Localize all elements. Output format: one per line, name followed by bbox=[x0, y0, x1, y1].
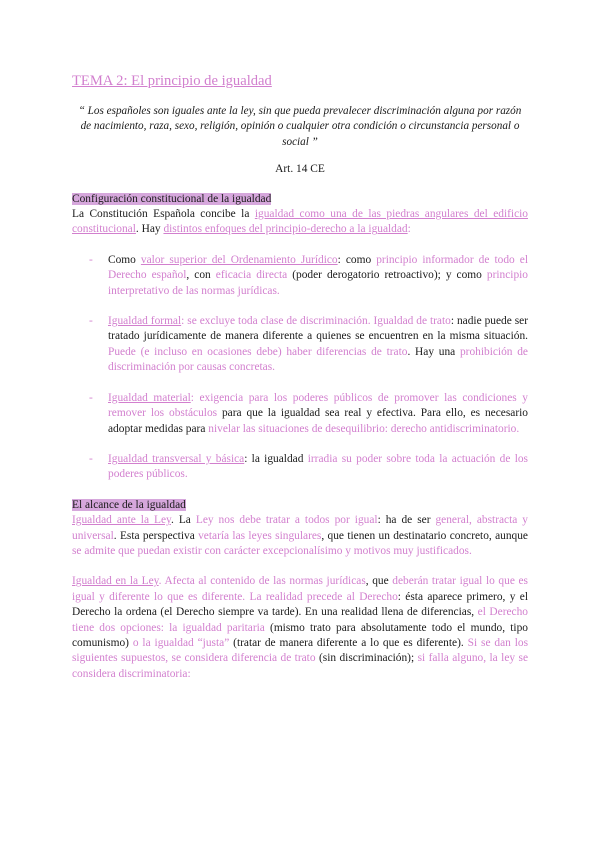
enfoques-list bbox=[72, 253, 528, 483]
para-text: (tratar de manera diferente a lo que es diferente). bbox=[229, 636, 468, 649]
para-highlight: general, abstracta y universal bbox=[72, 514, 529, 542]
item-highlight: Igualdad transversal y básica bbox=[108, 452, 245, 465]
item-highlight: principio interpretativo de las normas jurídicas bbox=[108, 269, 528, 297]
intro-text: . Hay bbox=[135, 223, 164, 236]
intro-text: : bbox=[407, 223, 411, 236]
dash-bullet: - bbox=[89, 253, 93, 266]
para-highlight: Si se dan los siguientes supuestos, se considera diferencia de trato bbox=[72, 636, 529, 665]
item-highlight: Igualdad formal bbox=[108, 315, 182, 328]
para-highlight: Ley nos debe tratar a todos por igual bbox=[195, 514, 378, 527]
item-highlight: : exigencia para los poderes públicos de promover las condiciones y remover los obstáculos bbox=[108, 391, 529, 420]
item-highlight: irradia su poder sobre toda la actuación de los poderes públicos bbox=[108, 452, 528, 481]
document-title: TEMA 2: El principio de igualdad bbox=[72, 73, 272, 89]
item-text: . bbox=[184, 468, 188, 481]
list-item bbox=[72, 314, 528, 376]
para-highlight: se admite que puedan existir con carácter excepcionalísimo y motivos muy justificados bbox=[72, 544, 469, 557]
item-highlight: : se excluye toda clase de discriminación. Igualdad de trato bbox=[181, 315, 451, 328]
item-text: : la igualdad bbox=[244, 452, 308, 465]
item-text: : nadie puede ser tratado jurídicamente de manera diferente a quienes se encuentren en la misma situación. bbox=[108, 315, 528, 343]
para-highlight: el Derecho tiene dos opciones: la igualdad paritaria bbox=[72, 606, 528, 634]
intro-highlight-1: igualdad como una de las piedras angulares del edificio constitucional bbox=[72, 208, 528, 236]
item-highlight: principio informador de todo el Derecho español bbox=[108, 253, 528, 282]
item-highlight: Puede (e incluso en ocasiones debe) haber diferencias de trato bbox=[108, 345, 408, 358]
para-text: . bbox=[468, 544, 472, 557]
para-highlight: Igualdad en la Ley bbox=[72, 575, 159, 588]
para-text: : ha de ser bbox=[377, 514, 436, 527]
dash-bullet: - bbox=[89, 452, 93, 465]
item-text: Como bbox=[108, 253, 141, 266]
para-text: : ésta aparece primero, y el Derecho la ordena (el Derecho siempre va tarde). En una realidad llena de diferencias, bbox=[72, 590, 528, 619]
intro-text: La Constitución Española concibe la bbox=[72, 208, 255, 221]
item-text: : como bbox=[337, 253, 377, 266]
section-configuracion bbox=[72, 192, 528, 483]
para-text: : bbox=[187, 667, 191, 680]
dash-bullet: - bbox=[89, 391, 93, 404]
section-heading-alcance: El alcance de la igualdad bbox=[72, 498, 186, 511]
list-item bbox=[72, 452, 528, 483]
item-text: . Hay una bbox=[407, 345, 460, 358]
para-text: , que bbox=[365, 575, 393, 588]
item-text: para que la igualdad sea real y efectiva. Para ello, es necesario adoptar medidas para bbox=[108, 407, 528, 435]
igualdad-ante-la-ley-paragraph bbox=[72, 513, 528, 559]
constitution-quote: “ Los españoles son iguales ante la ley, sin que pueda prevalecer discriminación alguna por razón de nacimiento, raza, sexo, religión, opinión o cualquier otra condición o circunstancia personal o social ” bbox=[78, 105, 522, 148]
dash-bullet: - bbox=[89, 315, 93, 328]
para-text: . La bbox=[171, 514, 196, 527]
item-text: , con bbox=[186, 269, 216, 282]
section-alcance bbox=[72, 498, 528, 682]
item-text: (poder derogatorio retroactivo); y como bbox=[287, 269, 487, 282]
item-highlight: valor superior del Ordenamiento Jurídico bbox=[140, 253, 338, 266]
item-text: . bbox=[272, 361, 276, 374]
intro-highlight-2: distintos enfoques del principio-derecho a la igualdad bbox=[163, 223, 408, 236]
para-highlight: Igualdad ante la Ley bbox=[72, 514, 171, 527]
para-highlight: deberán tratar igual lo que es igual y diferente lo que es diferente. La realidad precede al Derecho bbox=[72, 575, 528, 603]
section-heading-configuracion: Configuración constitucional de la igualdad bbox=[72, 192, 272, 205]
para-text: (mismo trato para absolutamente todo el mundo, tipo comunismo) bbox=[72, 621, 528, 649]
section1-intro bbox=[72, 207, 528, 238]
para-highlight: . Afecta al contenido de las normas jurídicas bbox=[158, 575, 366, 588]
item-highlight: eficacia directa bbox=[215, 269, 288, 282]
list-item bbox=[72, 391, 528, 437]
list-item bbox=[72, 253, 528, 299]
para-highlight: vetaría las leyes singulares bbox=[198, 529, 322, 542]
para-highlight: o la igualdad “justa” bbox=[132, 636, 230, 649]
item-highlight: prohibición de discriminación por causas concretas bbox=[108, 345, 528, 374]
para-highlight: si falla alguno, la ley se considera discriminatoria bbox=[72, 652, 528, 680]
item-highlight: Igualdad material bbox=[108, 391, 191, 404]
item-text: . bbox=[516, 422, 520, 435]
document-page bbox=[72, 72, 528, 682]
item-highlight: nivelar las situaciones de desequilibrio: derecho antidiscriminatorio bbox=[208, 422, 517, 435]
para-text: , que tienen un destinatario concreto, aunque bbox=[321, 529, 528, 542]
article-reference: Art. 14 CE bbox=[275, 163, 325, 176]
item-text: . bbox=[276, 284, 280, 297]
para-text: (sin discriminación); bbox=[315, 652, 418, 665]
igualdad-en-la-ley-paragraph bbox=[72, 574, 528, 682]
para-text: . Esta perspectiva bbox=[113, 529, 199, 542]
